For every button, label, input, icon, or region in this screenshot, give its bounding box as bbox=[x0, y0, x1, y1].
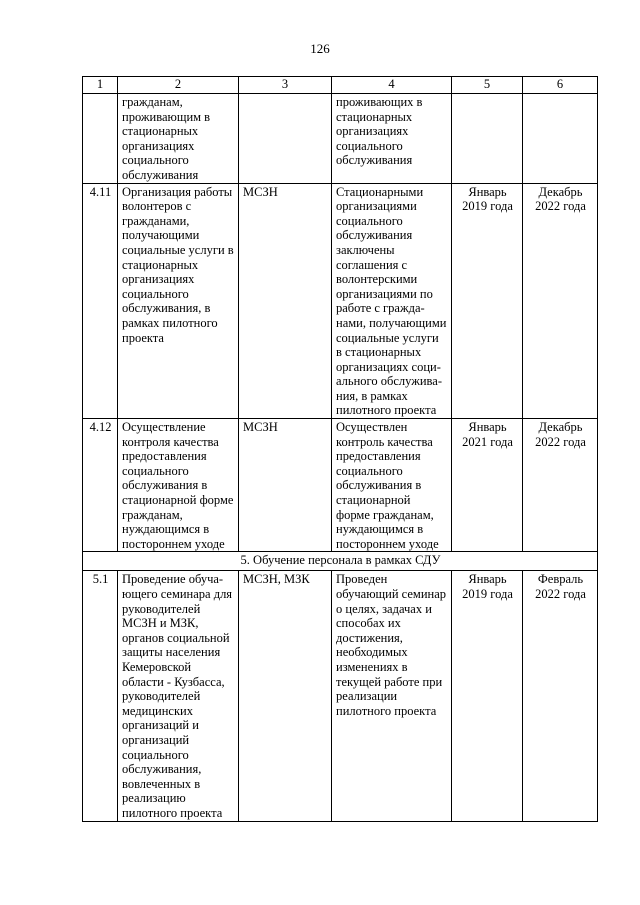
measure-cell-line: МСЗН и МЗК, bbox=[122, 616, 199, 631]
executor-cell: МСЗН, МЗК bbox=[239, 571, 332, 821]
result-cell-line: соглашения с bbox=[336, 257, 408, 272]
start-date-cell-line: Январь bbox=[468, 572, 507, 587]
measure-cell-line: области - Кузбасса, bbox=[122, 674, 225, 689]
section-row bbox=[83, 552, 598, 571]
result-cell-line: социального bbox=[336, 138, 403, 153]
measure-cell-line: социального bbox=[122, 153, 189, 168]
end-date-cell-line: 2022 года bbox=[535, 199, 586, 214]
table-row bbox=[83, 183, 598, 419]
start-date-cell-line: Январь bbox=[468, 420, 507, 435]
start-date-cell bbox=[452, 94, 523, 184]
result-cell-line: обслуживания в bbox=[336, 478, 422, 493]
start-date-cell-line: 2021 года bbox=[462, 434, 513, 449]
measure-cell-line: медицинских bbox=[122, 703, 193, 718]
end-date-cell bbox=[523, 94, 598, 184]
end-date-cell bbox=[523, 183, 598, 419]
measure-cell-line: организациях bbox=[122, 138, 195, 153]
measure-cell bbox=[118, 571, 239, 821]
header-cell: 1 bbox=[83, 77, 118, 94]
result-cell-line: достижения, bbox=[336, 630, 403, 645]
measure-cell-line: стационарных bbox=[122, 257, 199, 272]
table-row bbox=[83, 419, 598, 552]
result-cell-line: проживающих в bbox=[336, 95, 423, 109]
end-date-cell-line: Февраль bbox=[537, 572, 584, 587]
result-cell bbox=[332, 419, 452, 552]
measure-cell-line: гражданам, bbox=[122, 95, 183, 109]
row-number: 5.1 bbox=[83, 571, 118, 821]
result-cell-line: организациях bbox=[336, 124, 409, 139]
executor-cell bbox=[239, 94, 332, 184]
result-cell-line: текущей работе при bbox=[336, 674, 443, 689]
result-cell-line: волонтерскими bbox=[336, 272, 418, 287]
measure-cell-line: Кемеровской bbox=[122, 659, 192, 674]
measure-cell-line: пилотного проекта bbox=[122, 805, 223, 820]
measure-cell-line: организаций и bbox=[122, 718, 199, 733]
start-date-cell bbox=[452, 183, 523, 419]
measure-cell-line: предоставления bbox=[122, 449, 207, 464]
measure-cell-line: обслуживания, bbox=[122, 762, 202, 777]
result-cell-line: обучающий семинар bbox=[336, 587, 447, 601]
header-cell: 2 bbox=[118, 77, 239, 94]
measure-cell-line: проекта bbox=[122, 330, 164, 345]
result-cell-line: контроль качества bbox=[336, 434, 433, 449]
result-cell-line: предоставления bbox=[336, 449, 421, 464]
measure-cell-line: гражданами, bbox=[122, 213, 190, 228]
result-cell-line: обслуживания bbox=[336, 228, 413, 243]
result-cell-line: о целях, задачах и bbox=[336, 601, 432, 616]
result-cell-line: пилотного проекта bbox=[336, 403, 437, 418]
measure-cell bbox=[118, 94, 239, 184]
measure-cell-line: организациях bbox=[122, 272, 195, 287]
result-cell-line: в стационарных bbox=[336, 345, 422, 360]
row-number: 4.11 bbox=[83, 183, 118, 419]
measure-cell-line: органов социальной bbox=[122, 630, 230, 645]
result-cell-line: работе с гражда- bbox=[336, 301, 425, 316]
result-cell-line: изменениях в bbox=[336, 659, 408, 674]
header-cell: 5 bbox=[452, 77, 523, 94]
measure-cell-line: социального bbox=[122, 463, 189, 478]
result-cell-line: необходимых bbox=[336, 645, 408, 660]
result-cell-line: постороннем уходе bbox=[336, 536, 439, 551]
table-row bbox=[83, 94, 598, 184]
executor-cell: МСЗН bbox=[239, 419, 332, 552]
measure-cell-line: вовлеченных в bbox=[122, 776, 201, 791]
end-date-cell bbox=[523, 419, 598, 552]
header-cell: 3 bbox=[239, 77, 332, 94]
measure-cell-line: защиты населения bbox=[122, 645, 221, 660]
header-cell: 4 bbox=[332, 77, 452, 94]
result-cell-line: ального обслужива- bbox=[336, 374, 442, 389]
measure-cell-line: социальные услуги в bbox=[122, 242, 234, 257]
measure-cell-line: рамках пилотного bbox=[122, 315, 218, 330]
measure-cell-line: ющего семинара для bbox=[122, 587, 233, 601]
result-cell-line: способах их bbox=[336, 616, 401, 631]
result-cell-line: стационарной bbox=[336, 493, 411, 508]
measure-cell-line: постороннем уходе bbox=[122, 536, 225, 551]
result-cell-line: организациями bbox=[336, 199, 417, 214]
measure-cell bbox=[118, 419, 239, 552]
measure-cell-line: обслуживания, в bbox=[122, 301, 211, 316]
result-cell-line: реализации bbox=[336, 689, 398, 704]
header-cell: 6 bbox=[523, 77, 598, 94]
measure-cell-line: руководителей bbox=[122, 601, 201, 616]
measure-cell-line: социального bbox=[122, 747, 189, 762]
executor-cell: МСЗН bbox=[239, 183, 332, 419]
result-cell bbox=[332, 183, 452, 419]
measure-cell-line: руководителей bbox=[122, 689, 201, 704]
table-row bbox=[83, 571, 598, 821]
result-cell-line: обслуживания bbox=[336, 153, 413, 168]
measure-cell-line: волонтеров с bbox=[122, 199, 192, 214]
result-cell-line: социального bbox=[336, 213, 403, 228]
measure-cell-line: Осуществление bbox=[122, 420, 206, 435]
result-cell-line: организациях соци- bbox=[336, 359, 441, 374]
result-cell bbox=[332, 94, 452, 184]
section-title: 5. Обучение персонала в рамках СДУ bbox=[83, 552, 598, 571]
measure-cell-line: реализацию bbox=[122, 791, 186, 806]
result-cell-line: Осуществлен bbox=[336, 420, 408, 435]
end-date-cell-line: 2022 года bbox=[535, 587, 586, 601]
result-cell-line: организациями по bbox=[336, 286, 433, 301]
page-number: 126 bbox=[310, 41, 330, 56]
result-cell-line: форме гражданам, bbox=[336, 507, 434, 522]
measure-cell-line: стационарной форме bbox=[122, 493, 234, 508]
result-cell-line: социальные услуги bbox=[336, 330, 439, 345]
measure-cell bbox=[118, 183, 239, 419]
measure-cell-line: обслуживания bbox=[122, 167, 199, 182]
end-date-cell-line: Декабрь bbox=[538, 184, 583, 199]
result-cell-line: пилотного проекта bbox=[336, 703, 437, 718]
measure-cell-line: Проведение обуча- bbox=[122, 572, 224, 587]
end-date-cell-line: Декабрь bbox=[538, 420, 583, 435]
measure-cell-line: контроля качества bbox=[122, 434, 219, 449]
result-cell-line: социального bbox=[336, 463, 403, 478]
header-row bbox=[83, 77, 598, 94]
result-cell-line: Проведен bbox=[336, 572, 388, 587]
measure-cell-line: обслуживания в bbox=[122, 478, 208, 493]
plan-table-body bbox=[83, 77, 598, 822]
row-number bbox=[83, 94, 118, 184]
start-date-cell bbox=[452, 419, 523, 552]
measure-cell-line: Организация работы bbox=[122, 184, 233, 199]
plan-table bbox=[82, 76, 598, 822]
result-cell-line: нуждающимся в bbox=[336, 522, 424, 537]
start-date-cell bbox=[452, 571, 523, 821]
measure-cell-line: социального bbox=[122, 286, 189, 301]
measure-cell-line: организаций bbox=[122, 732, 190, 747]
measure-cell-line: гражданам, bbox=[122, 507, 183, 522]
result-cell-line: ния, в рамках bbox=[336, 388, 408, 403]
measure-cell-line: стационарных bbox=[122, 124, 199, 139]
result-cell-line: нами, получающими bbox=[336, 315, 447, 330]
row-number: 4.12 bbox=[83, 419, 118, 552]
measure-cell-line: проживающим в bbox=[122, 109, 211, 124]
end-date-cell-line: 2022 года bbox=[535, 434, 586, 449]
start-date-cell-line: 2019 года bbox=[462, 199, 513, 214]
result-cell-line: Стационарными bbox=[336, 184, 424, 199]
start-date-cell-line: Январь bbox=[468, 184, 507, 199]
end-date-cell bbox=[523, 571, 598, 821]
result-cell bbox=[332, 571, 452, 821]
result-cell-line: заключены bbox=[336, 242, 395, 257]
result-cell-line: стационарных bbox=[336, 109, 413, 124]
measure-cell-line: нуждающимся в bbox=[122, 522, 210, 537]
measure-cell-line: получающими bbox=[122, 228, 200, 243]
start-date-cell-line: 2019 года bbox=[462, 587, 513, 601]
